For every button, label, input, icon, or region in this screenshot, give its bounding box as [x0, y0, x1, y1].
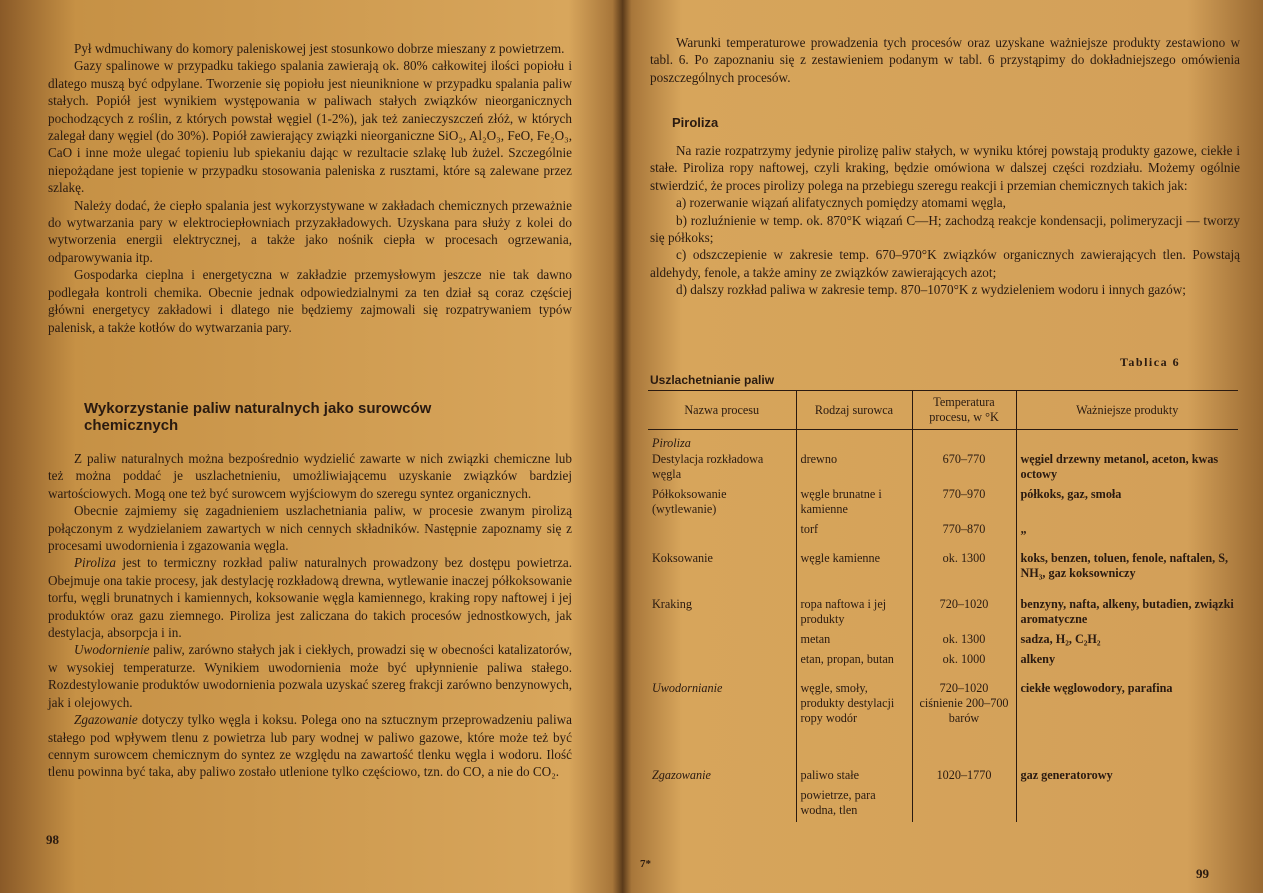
- cell-temperature: 770–970: [912, 486, 1016, 521]
- cell-products: [1016, 787, 1238, 822]
- table-row: [648, 541, 1238, 585]
- header-raw: Rodzaj surowca: [796, 391, 912, 430]
- cell-products: półkoks, gaz, smoła: [1016, 486, 1238, 521]
- term-paragraph: [48, 711, 572, 781]
- cell-process: [648, 521, 796, 541]
- paragraph: Pył wdmuchiwany do komory paleniskowej jest stosunkowo dobrze mieszany z powietrzem.: [74, 41, 565, 56]
- table-row: [648, 585, 1238, 631]
- cell-raw: węgle kamienne: [796, 541, 912, 585]
- right-piroliza-text: [650, 142, 1240, 299]
- cell-raw: drewno: [796, 451, 912, 486]
- list-item: b) rozluźnienie w temp. ok. 870°K wiązań C—H; zachodzą reakcje kondensacji, polimeryzacji — tworzy się półkoks;: [650, 212, 1240, 246]
- table-row: [648, 451, 1238, 486]
- cell-temperature: [912, 787, 1016, 822]
- cell-process: Uwodornianie: [652, 681, 723, 695]
- cell-process: [648, 651, 796, 671]
- cell-raw: węgle, smoły, produkty destylacji ropy wodór: [796, 671, 912, 730]
- list-item: d) dalszy rozkład paliwa w zakresie temp. 870–1070°K z wydzieleniem wodoru i innych gazów;: [676, 282, 1186, 298]
- cell-temperature: ok. 1000: [912, 651, 1016, 671]
- term-text: paliw, zarówno stałych jak i ciekłych, prowadzi się w obecności katalizatorów, w wysokiej temperaturze. Wynikiem uwodornienia może być upłynnienie paliwa stałego. Rozdestylowanie produktów uwodornienia pozwala uzyskać szereg frakcji zarówno benzynowych, jak i olejowych.: [48, 642, 572, 710]
- term-paragraph: [48, 641, 572, 711]
- cell-products: ciekłe węglowodory, parafina: [1016, 671, 1238, 730]
- cell-process: Zgazowanie: [652, 768, 711, 782]
- header-temperature: Temperatura procesu, w °K: [912, 391, 1016, 430]
- cell-products: gaz generatorowy: [1016, 730, 1238, 787]
- cell-temperature: ok. 1300: [912, 541, 1016, 585]
- left-page: [0, 0, 608, 893]
- cell-products: sadza, H₂, C₂H₂: [1016, 631, 1238, 651]
- cell-process: Destylacja rozkładowa węgla: [652, 452, 764, 481]
- cell-process: Półkoksowanie (wytlewanie): [652, 487, 727, 516]
- paragraph: Gazy spalinowe w przypadku takiego spalania zawierają ok. 80% całkowitej ilości popiołu i dlatego muszą być odpylane. Tworzenie się popiołu jest nieuniknione w przypadku spalania paliw stałych. Popiół jest wynikiem występowania w paliwach stałych związków nieorganicznych pochodzących z roślin, z których powstał węgiel (1-2%), jak też zanieczyszczeń złóż, w których zalegał dany węgiel (do 30%). Popiół zawierający związki nieorganiczne SiO₂, Al₂O₃, FeO, Fe₂O₃, CaO i inne może ulegać topieniu lub spiekaniu dając w rezultacie szlakę lub żużel. Szczególnie niepożądane jest topienie w przypadku stosowania paleniska z rusztami, które są zalewane przez szlakę.: [48, 58, 572, 196]
- page-number: 98: [46, 832, 59, 847]
- cell-temperature: 720–1020: [912, 585, 1016, 631]
- table-group-row: [648, 430, 1238, 452]
- cell-raw: węgle brunatne i kamienne: [796, 486, 912, 521]
- cell-temperature: 720–1020 ciśnienie 200–700 barów: [912, 671, 1016, 730]
- section-heading: Wykorzystanie paliw naturalnych jako surowców chemicznych: [84, 400, 432, 434]
- cell-temperature: ok. 1300: [912, 631, 1016, 651]
- table-row: [648, 521, 1238, 541]
- list-item: c) odszczepienie w zakresie temp. 670–970°K związków organicznych zawierających tlen. Powstają aldehydy, fenole, a także aminy ze związków zawierających azot;: [650, 247, 1240, 280]
- list-item: a) rozerwanie wiązań alifatycznych pomiędzy atomami węgla,: [676, 195, 1006, 211]
- cell-products: węgiel drzewny metanol, aceton, kwas octowy: [1016, 451, 1238, 486]
- cell-products: alkeny: [1016, 651, 1238, 671]
- header-process: Nazwa procesu: [648, 391, 796, 430]
- group-label: Piroliza: [652, 436, 691, 450]
- cell-process: [648, 787, 796, 822]
- table-row: [648, 486, 1238, 521]
- term-text: jest to termiczny rozkład paliw naturalnych prowadzony bez dostępu powietrza. Obejmuje ona takie procesy, jak destylację rozkładową drewna, wytlewanie inaczej półkoksowanie torfu, węgli brunatnych i kamiennych, koksowanie węgla kamiennego, kraking ropy naftowej i jej produktów oraz gazu ziemnego. Piroliza jest zaliczana do takich procesów jednostkowych, jak destylacja, absorpcja i in.: [48, 555, 572, 641]
- paragraph: Gospodarka cieplna i energetyczna w zakładzie przemysłowym jeszcze nie tak dawno podlegała kontroli chemika. Obecnie jednak odpowiedzialnymi za ten dział są coraz częściej główni energetycy zakładowi i dlatego nie będziemy zajmowali się rozpatrywaniem typów palenisk, a także kotłów do wytwarzania pary.: [48, 267, 572, 335]
- cell-products: „: [1016, 521, 1238, 541]
- cell-raw: paliwo stałe: [796, 730, 912, 787]
- cell-raw: metan: [796, 631, 912, 651]
- cell-products: koks, benzen, toluen, fenole, naftalen, S, NH₃, gaz koksowniczy: [1016, 541, 1238, 585]
- table-row: [648, 671, 1238, 730]
- cell-temperature: 670–770: [912, 451, 1016, 486]
- cell-process: Kraking: [652, 597, 692, 611]
- table-row: [648, 631, 1238, 651]
- cell-temperature: 1020–1770: [912, 730, 1016, 787]
- cell-temperature: 770–870: [912, 521, 1016, 541]
- term: Piroliza: [74, 555, 117, 571]
- paragraph: Obecnie zajmiemy się zagadnieniem uszlachetniania paliw, w procesie zwanym pirolizą połączonym z wydzielaniem zawartych w nich cennych składników. Następnie zapoznamy się z procesami uwodornienia i zgazowania węgla.: [48, 503, 572, 554]
- right-page: [622, 0, 1263, 893]
- cell-raw: ropa naftowa i jej produkty: [796, 585, 912, 631]
- paragraph: Z paliw naturalnych można bezpośrednio wydzielić zawarte w nich związki chemiczne lub też można poddać je uszlachetnieniu, umożliwiającemu uzyskanie związków bardziej wartościowych. Mogą one też być surowcem wyjściowym do szeregu syntez organicznych.: [48, 451, 572, 501]
- paragraph: Na razie rozpatrzymy jedynie pirolizę paliw stałych, w wyniku której powstają produkty gazowe, ciekłe i stałe. Piroliza ropy naftowej, czyli kraking, będzie omówiona w dalszej części rozdziału. Możemy ogólnie stwierdzić, że proces pirolizy polega na przebiegu szeregu reakcji i przemian chemicznych takich jak:: [650, 143, 1240, 193]
- table-row: [648, 651, 1238, 671]
- printer-signature: 7*: [640, 858, 651, 870]
- table-title: Uszlachetnianie paliw: [650, 373, 775, 387]
- table-wrapper: [648, 390, 1238, 822]
- left-top-text: [48, 40, 572, 336]
- cell-raw: powietrze, para wodna, tlen: [796, 787, 912, 822]
- cell-raw: etan, propan, butan: [796, 651, 912, 671]
- cell-process: [648, 631, 796, 651]
- cell-process: Koksowanie: [652, 551, 713, 565]
- paragraph: Warunki temperaturowe prowadzenia tych procesów oraz uzyskane ważniejsze produkty zestawiono w tabl. 6. Po zapoznaniu się z zestawieniem podanym w tabl. 6 przystąpimy do dokładniejszego omówienia poszczególnych procesów.: [650, 35, 1240, 85]
- cell-products: benzyny, nafta, alkeny, butadien, związki aromatyczne: [1016, 585, 1238, 631]
- table-row: [648, 787, 1238, 822]
- term-paragraph: [48, 554, 572, 641]
- term-text: dotyczy tylko węgla i koksu. Polega ono na sztucznym przeprowadzeniu paliwa stałego pod wpływem tlenu z powietrza lub pary wodnej w paliwo gazowe, które może też być cennym surowcem chemicznym do syntez ze względu na zawartość tlenku węgla i wodoru. Ilość tlenu powinna być taka, aby paliwo zostało utlenione tylko częściowo, tzn. do CO, a nie do CO₂.: [48, 712, 572, 780]
- table-row: [648, 730, 1238, 787]
- left-section-text: [48, 450, 572, 781]
- page-number: 99: [1196, 866, 1209, 881]
- header-products: Ważniejsze produkty: [1016, 391, 1238, 430]
- table-caption: Tablica 6: [1120, 355, 1181, 369]
- right-intro: [650, 34, 1240, 86]
- cell-raw: torf: [796, 521, 912, 541]
- processes-table: [648, 390, 1238, 822]
- term: Zgazowanie: [74, 712, 138, 728]
- table-header-row: [648, 391, 1238, 430]
- term: Uwodornienie: [74, 642, 150, 658]
- paragraph: Należy dodać, że ciepło spalania jest wykorzystywane w zakładach chemicznych przeważnie do wytwarzania pary w elektrociepłowniach przyzakładowych. Uzyskana para służy z kolei do wytworzenia energii elektrycznej, a także jako nośnik ciepła w procesach ogrzewania, odparowywania itp.: [48, 197, 572, 265]
- subheading: Piroliza: [672, 115, 719, 130]
